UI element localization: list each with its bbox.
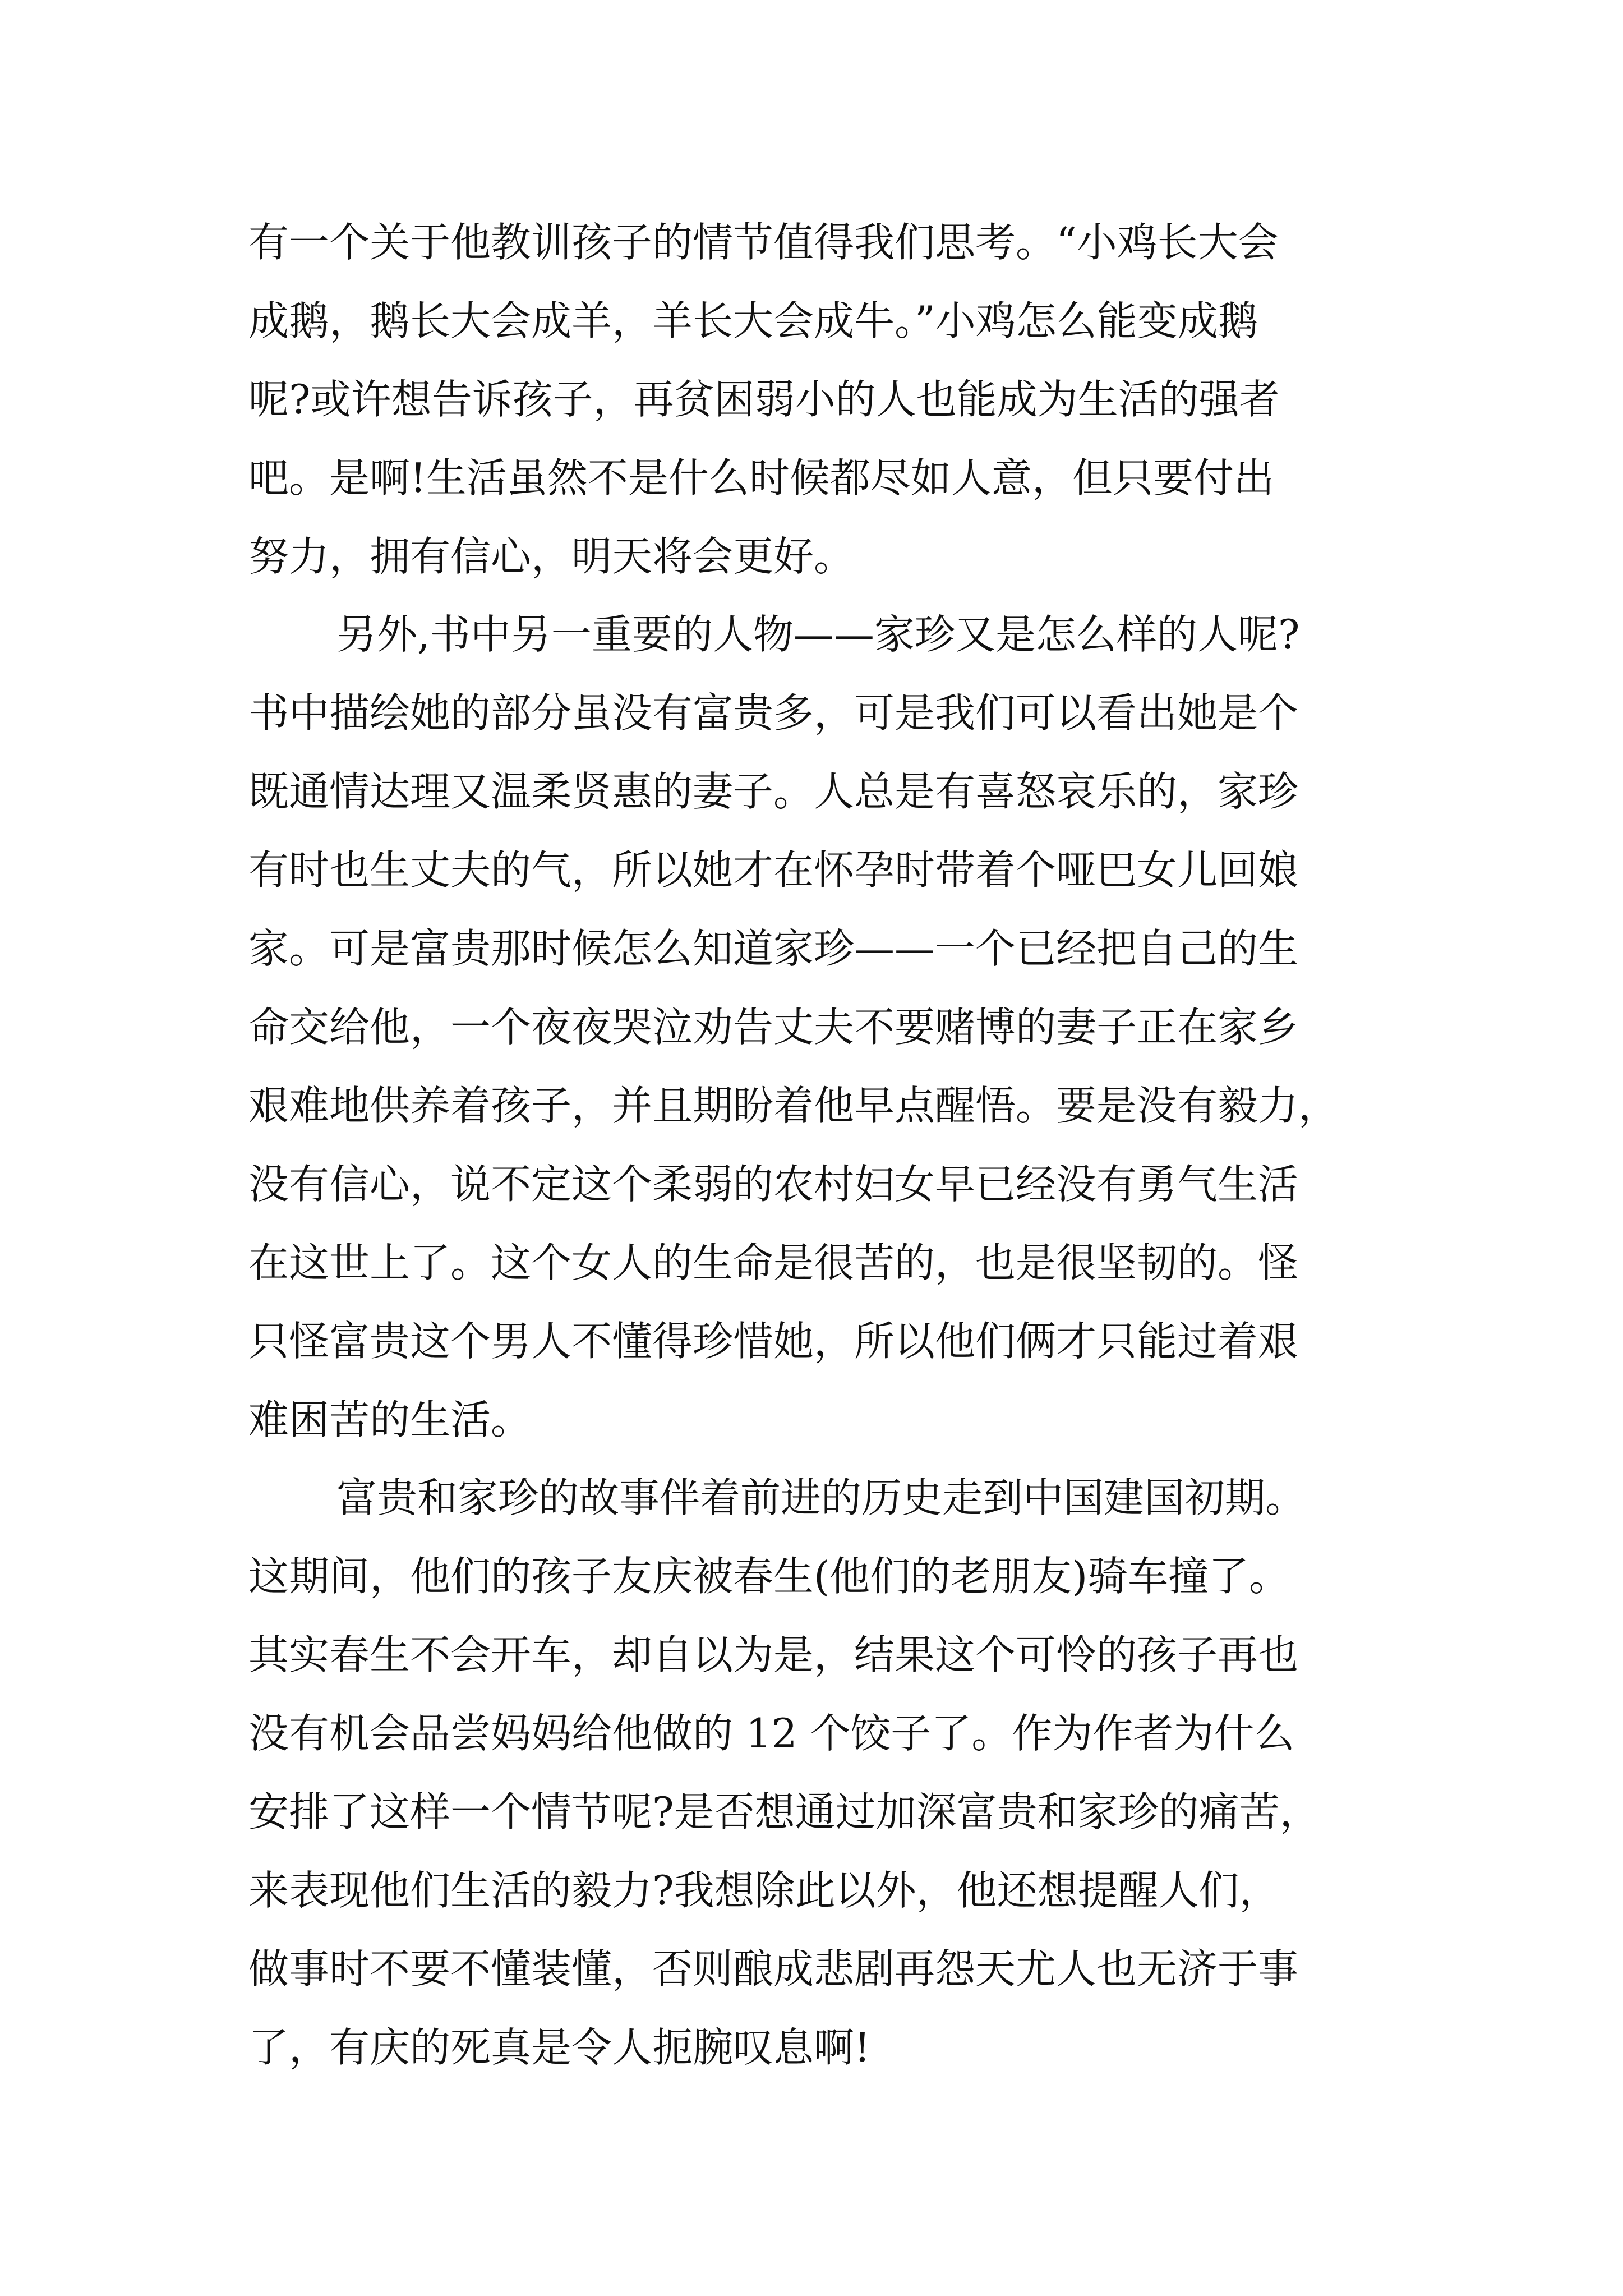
text-line: 书中描绘她的部分虽没有富贵多，可是我们可以看出她是个 xyxy=(248,689,1299,737)
text-line: 这期间，他们的孩子友庆被春生(他们的老朋友)骑车撞了。 xyxy=(248,1553,1290,1600)
text-line: 只怪富贵这个男人不懂得珍惜她，所以他们俩才只能过着艰 xyxy=(248,1318,1299,1365)
text-line: 了，有庆的死真是令人扼腕叹息啊! xyxy=(248,2024,870,2071)
text-line: 吧。是啊!生活虽然不是什么时候都尽如人意，但只要付出 xyxy=(248,454,1274,501)
text-line: 做事时不要不懂装懂，否则酿成悲剧再怨天尤人也无济于事 xyxy=(248,1945,1299,1993)
text-line: 安排了这样一个情节呢?是否想通过加深富贵和家珍的痛苦， xyxy=(248,1788,1320,1835)
text-line: 努力，拥有信心，明天将会更好。 xyxy=(248,533,855,580)
text-line: 命交给他，一个夜夜哭泣劝告丈夫不要赌博的妻子正在家乡 xyxy=(248,1004,1299,1051)
text-line: 家。可是富贵那时候怎么知道家珍——一个已经把自己的生 xyxy=(248,925,1299,972)
text-line: 没有机会品尝妈妈给他做的 12 个饺子了。作为作者为什么 xyxy=(248,1710,1295,1757)
text-line: 富贵和家珍的故事伴着前进的历史走到中国建国初期。 xyxy=(336,1474,1306,1521)
text-line: 难困苦的生活。 xyxy=(248,1396,532,1443)
text-line: 没有信心，说不定这个柔弱的农村妇女早已经没有勇气生活 xyxy=(248,1161,1299,1208)
text-line: 另外,书中另一重要的人物——家珍又是怎么样的人呢? xyxy=(336,611,1300,658)
text-line: 来表现他们生活的毅力?我想除此以外，他还想提醒人们， xyxy=(248,1867,1280,1914)
text-line: 有时也生丈夫的气，所以她才在怀孕时带着个哑巴女儿回娘 xyxy=(248,846,1299,894)
text-line: 艰难地供养着孩子，并且期盼着他早点醒悟。要是没有毅力， xyxy=(248,1082,1339,1129)
text-line: 呢?或许想告诉孩子，再贫困弱小的人也能成为生活的强者 xyxy=(248,376,1280,423)
text-line: 成鹅，鹅长大会成羊，羊长大会成牛。”小鸡怎么能变成鹅 xyxy=(248,297,1258,344)
text-line: 既通情达理又温柔贤惠的妻子。人总是有喜怒哀乐的，家珍 xyxy=(248,768,1299,815)
text-line: 有一个关于他教训孩子的情节值得我们思考。“小鸡长大会 xyxy=(248,219,1279,266)
text-line: 在这世上了。这个女人的生命是很苦的，也是很坚韧的。怪 xyxy=(248,1239,1299,1286)
text-line: 其实春生不会开车，却自以为是，结果这个可怜的孩子再也 xyxy=(248,1631,1299,1678)
